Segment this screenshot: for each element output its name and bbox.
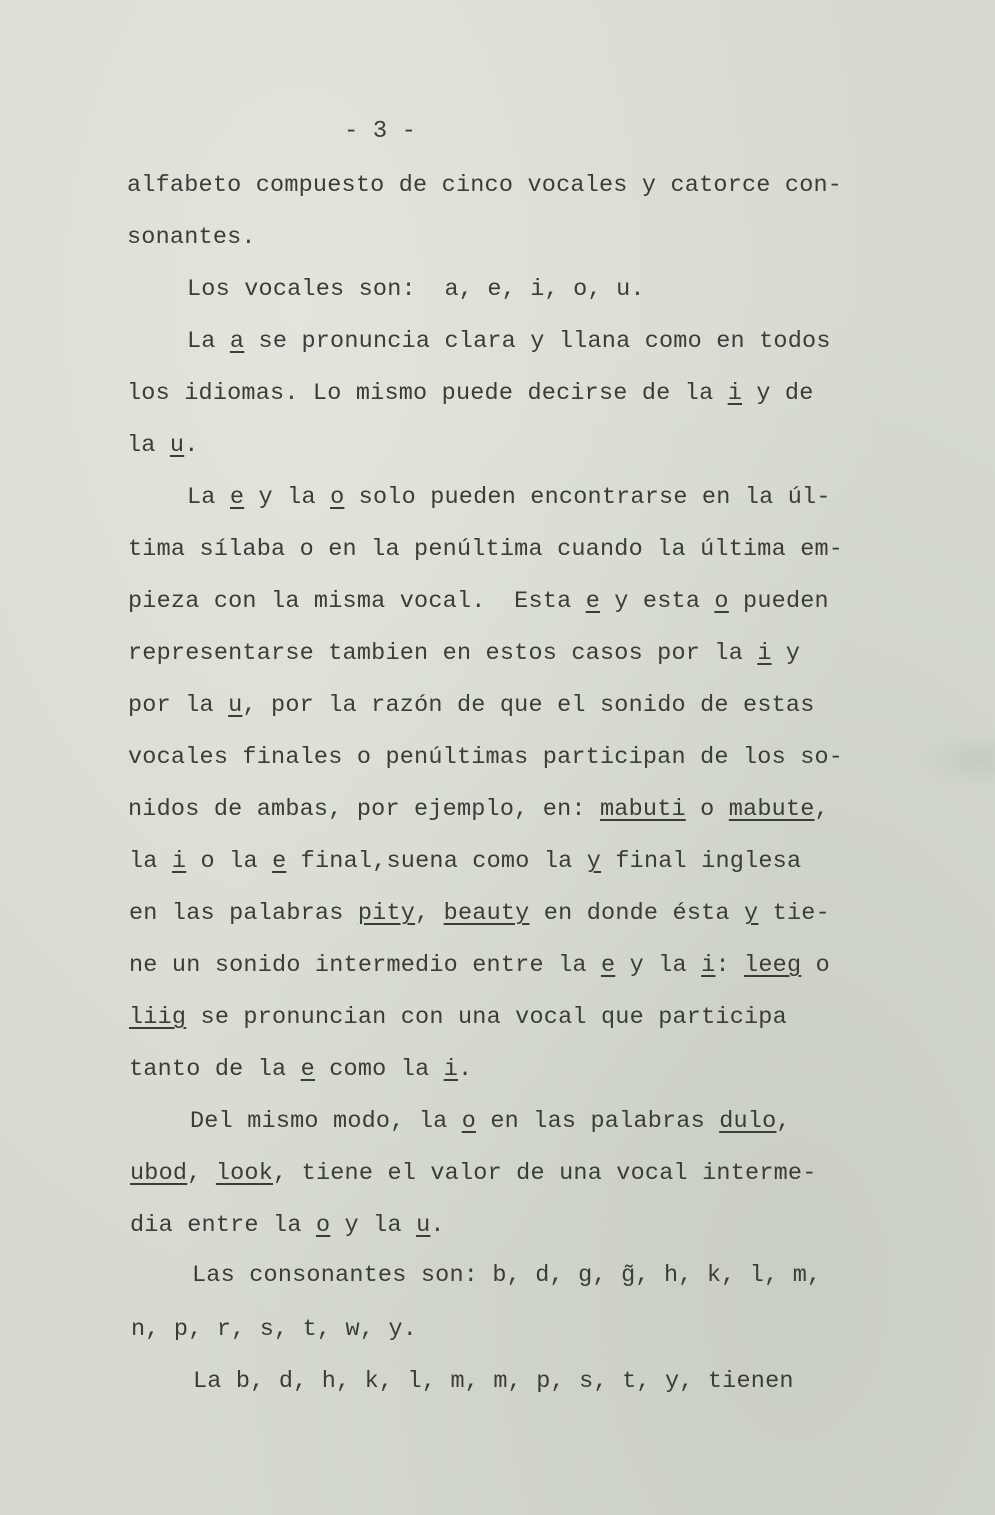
text-segment: se pronuncian con una vocal que participa	[186, 1004, 787, 1031]
text-line	[128, 536, 843, 563]
text-segment: los idiomas. Lo mismo puede decirse de la	[127, 380, 728, 407]
underlined-word: leeg	[744, 952, 802, 979]
text-line	[187, 484, 831, 511]
text-segment: sonantes.	[127, 224, 256, 251]
text-segment: :	[715, 952, 745, 979]
text-line	[128, 796, 829, 823]
text-line	[129, 952, 830, 979]
text-segment: y la	[330, 1212, 417, 1239]
text-line	[190, 1108, 791, 1135]
text-segment: en las palabras	[476, 1108, 720, 1135]
text-segment: La	[187, 484, 230, 511]
underlined-word: o	[330, 484, 345, 511]
text-segment: La	[187, 328, 230, 355]
underlined-word: look	[215, 1160, 274, 1187]
text-segment: ,	[187, 1160, 216, 1187]
text-line	[127, 432, 199, 459]
underlined-word: e	[272, 848, 287, 875]
text-line	[128, 744, 843, 771]
text-segment: ,	[415, 900, 444, 927]
underlined-word: liig	[129, 1004, 187, 1031]
text-segment: o la	[186, 848, 273, 875]
underlined-word: y	[586, 848, 602, 875]
text-segment: final,suena como la	[286, 848, 587, 875]
text-segment: en las palabras	[129, 900, 358, 927]
underlined-word: o	[714, 588, 729, 615]
underlined-word: dulo	[719, 1108, 777, 1135]
text-segment: se pronuncia clara y llana como en todos	[244, 328, 831, 355]
underlined-word: o	[461, 1108, 477, 1135]
paper-stain	[915, 730, 995, 790]
text-segment: la	[129, 848, 172, 875]
text-line	[131, 1316, 417, 1343]
text-line	[192, 1262, 821, 1289]
text-line	[129, 1004, 787, 1031]
text-segment: y esta	[600, 588, 715, 615]
underlined-word: i	[443, 1056, 458, 1083]
text-line	[128, 692, 815, 719]
text-segment: representarse tambien en estos casos por la	[128, 640, 758, 667]
underlined-word: mabute	[728, 796, 815, 823]
text-segment: nidos de ambas, por ejemplo, en:	[128, 796, 600, 823]
text-segment: como la	[314, 1056, 444, 1083]
text-segment: dia entre la	[130, 1212, 316, 1239]
text-segment: ,	[814, 796, 829, 823]
text-segment: alfabeto compuesto de cinco vocales y catorce con-	[127, 172, 843, 199]
text-segment: y de	[742, 380, 814, 407]
text-line	[129, 900, 830, 927]
underlined-word: e	[300, 1056, 315, 1083]
text-line	[129, 848, 801, 875]
text-segment: y la	[244, 484, 331, 511]
text-segment: Del mismo modo, la	[190, 1108, 462, 1135]
text-line	[130, 1212, 445, 1239]
text-segment: y la	[615, 952, 702, 979]
text-segment: y	[771, 640, 801, 667]
text-line	[187, 328, 831, 355]
text-segment: solo pueden encontrarse en la úl-	[344, 484, 831, 511]
text-segment: pieza con la misma vocal. Esta	[128, 588, 586, 615]
text-segment: por la	[128, 692, 229, 719]
underlined-word: i	[701, 952, 716, 979]
text-line	[187, 276, 645, 303]
text-segment: , tiene el valor de una vocal interme-	[273, 1160, 817, 1187]
text-segment: tie-	[758, 900, 830, 927]
underlined-word: y	[744, 900, 759, 927]
underlined-word: a	[229, 328, 245, 355]
text-segment: pueden	[728, 588, 829, 615]
text-segment: La b, d, h, k, l, m, m, p, s, t, y, tienen	[193, 1368, 794, 1395]
underlined-word: u	[228, 692, 243, 719]
text-segment: .	[184, 432, 199, 459]
underlined-word: ubod	[130, 1160, 188, 1187]
text-segment: tanto de la	[129, 1056, 301, 1083]
text-segment: .	[430, 1212, 445, 1239]
text-segment: o	[685, 796, 729, 823]
underlined-word: u	[416, 1212, 431, 1239]
text-line	[128, 588, 829, 615]
text-line	[130, 1160, 817, 1187]
underlined-word: pity	[357, 900, 416, 927]
text-segment: tima sílaba o en la penúltima cuando la última em-	[128, 536, 844, 563]
text-segment: en donde ésta	[529, 900, 745, 927]
underlined-word: e	[585, 588, 600, 615]
text-segment: , por la razón de que el sonido de estas	[242, 692, 815, 719]
text-line	[193, 1368, 794, 1395]
text-segment: n, p, r, s, t, w, y.	[131, 1316, 418, 1343]
underlined-word: mabuti	[599, 796, 686, 823]
text-segment: ne un sonido intermedio entre la	[129, 952, 601, 979]
underlined-word: i	[171, 848, 187, 875]
text-segment: ,	[776, 1108, 791, 1135]
text-segment: .	[458, 1056, 473, 1083]
underlined-word: u	[169, 432, 185, 459]
text-segment: Los vocales son: a, e, i, o, u.	[187, 276, 645, 303]
text-line	[129, 1056, 472, 1083]
page-number: - 3 -	[343, 118, 416, 145]
text-segment: la	[127, 432, 170, 459]
underlined-word: e	[229, 484, 245, 511]
underlined-word: i	[757, 640, 772, 667]
text-line	[127, 380, 814, 407]
text-segment: o	[801, 952, 830, 979]
text-segment: final inglesa	[601, 848, 802, 875]
underlined-word: e	[600, 952, 616, 979]
text-segment: Las consonantes son: b, d, g, g̃, h, k, l, m,	[192, 1262, 822, 1289]
text-line	[127, 224, 256, 251]
underlined-word: beauty	[443, 900, 530, 927]
underlined-word: i	[727, 380, 743, 407]
underlined-word: o	[315, 1212, 331, 1239]
text-line	[128, 640, 800, 667]
text-line	[127, 172, 842, 199]
text-segment: vocales finales o penúltimas participan de los so-	[128, 744, 844, 771]
